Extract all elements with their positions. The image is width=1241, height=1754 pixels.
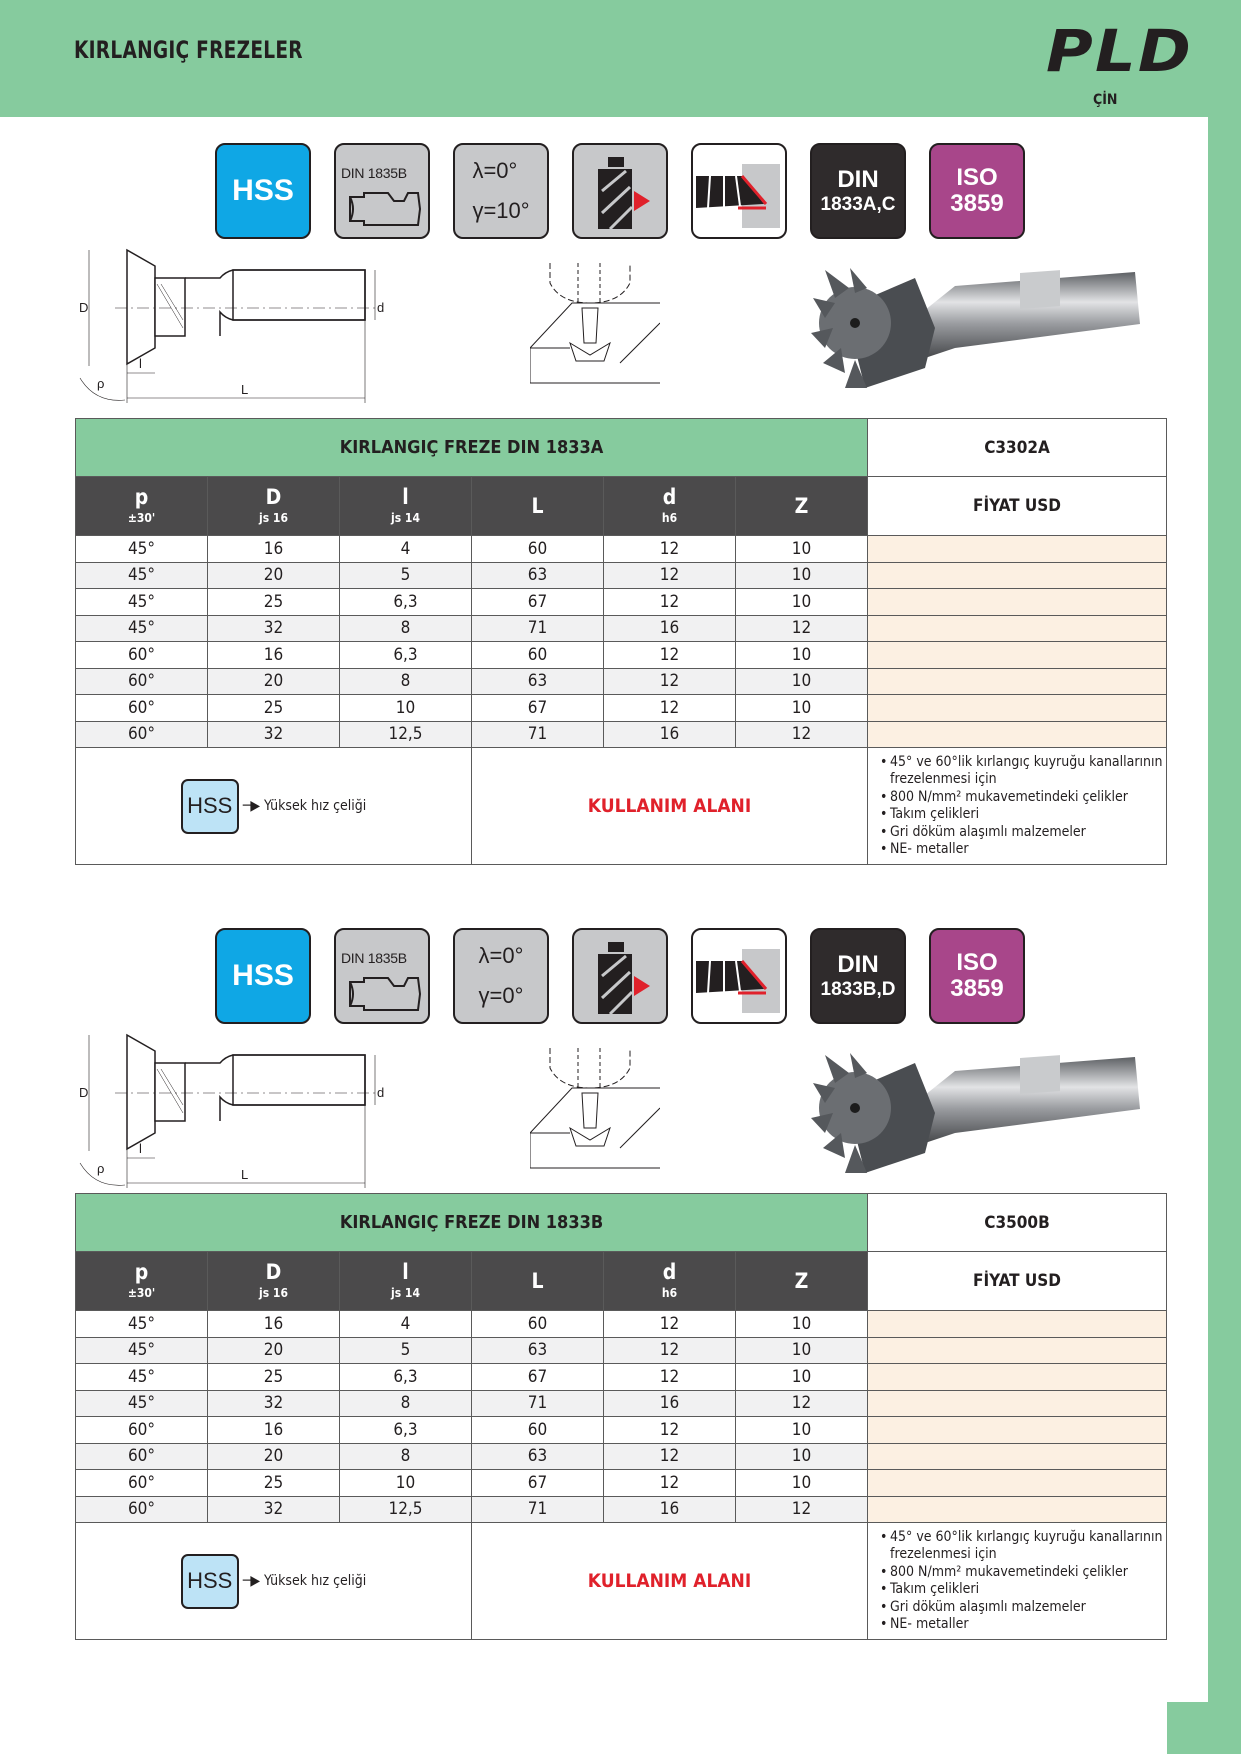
gamma-angle: γ=0° <box>478 983 524 1008</box>
table-row <box>76 1311 1167 1338</box>
usage-list <box>868 754 1166 859</box>
price-cell <box>868 1417 1167 1444</box>
table-title: KIRLANGIÇ FREZE DIN 1833B <box>76 1194 868 1252</box>
table-row <box>76 1390 1167 1417</box>
table-cell: 71 <box>472 1390 604 1417</box>
table-cell: 10 <box>736 1443 868 1470</box>
table-cell: 12 <box>736 1496 868 1523</box>
table-cell: 16 <box>208 1417 340 1444</box>
table-cell: 71 <box>472 615 604 642</box>
cutter-rotation-icon <box>572 143 668 239</box>
table-cell: 60° <box>76 1496 208 1523</box>
table-cell: 63 <box>472 1443 604 1470</box>
table-cell: 63 <box>472 668 604 695</box>
table-cell: 10 <box>736 668 868 695</box>
table-row <box>76 695 1167 722</box>
usage-item: • NE- metaller <box>880 1616 1166 1634</box>
table-cell: 16 <box>208 1311 340 1338</box>
usage-list-cell <box>868 1523 1167 1640</box>
din-label: DIN <box>837 951 879 978</box>
hss-description: Yüksek hız çeliği <box>264 798 367 814</box>
din-number: 1833A,C <box>820 194 896 215</box>
table-cell: 60° <box>76 1470 208 1497</box>
table-cell: 20 <box>208 1337 340 1364</box>
table-row <box>76 536 1167 563</box>
table-cell: 25 <box>208 1364 340 1391</box>
shank-shape-icon <box>344 189 424 229</box>
hss-label: HSS <box>232 959 294 992</box>
table-cell: 60° <box>76 695 208 722</box>
table-cell: 16 <box>208 642 340 669</box>
product-code: C3302A <box>868 419 1167 477</box>
price-cell <box>868 668 1167 695</box>
table-cell: 10 <box>736 642 868 669</box>
product-photo <box>805 1033 1145 1203</box>
column-headers <box>76 1252 1167 1311</box>
iso-label: ISO <box>956 163 998 191</box>
hss-legend-box: HSS <box>181 779 239 834</box>
table-cell: 5 <box>340 562 472 589</box>
table-cell: 12 <box>604 1337 736 1364</box>
table-cell: 60 <box>472 642 604 669</box>
table-cell: 10 <box>736 1364 868 1391</box>
table-cell: 12 <box>604 668 736 695</box>
table-row <box>76 1364 1167 1391</box>
table-cell: 32 <box>208 615 340 642</box>
feature-icons <box>215 928 1025 1024</box>
gamma-angle: γ=10° <box>472 198 530 223</box>
l-label: l <box>139 356 142 371</box>
table-cell: 6,3 <box>340 642 472 669</box>
end-mill-icon <box>580 936 660 1016</box>
hss-material-icon <box>215 928 311 1024</box>
table-cell: 16 <box>604 615 736 642</box>
col-header-D: D js 16 <box>208 1252 340 1311</box>
product-photo <box>805 248 1145 418</box>
lambda-angle: λ=0° <box>472 158 518 184</box>
table-cell: 12 <box>604 695 736 722</box>
table-cell: 12,5 <box>340 721 472 748</box>
table-cell: 25 <box>208 589 340 616</box>
usage-item: • 800 N/mm² mukavemetindeki çelikler <box>880 789 1166 807</box>
brand-logo: PLD <box>1046 17 1193 85</box>
table-cell: 10 <box>736 589 868 616</box>
table-cell: 45° <box>76 589 208 616</box>
col-header-l: l js 14 <box>340 477 472 536</box>
table-cell: 12 <box>736 721 868 748</box>
technical-drawings <box>75 1033 1175 1203</box>
table-cell: 16 <box>604 1496 736 1523</box>
shank-shape-icon <box>344 974 424 1014</box>
table-cell: 63 <box>472 1337 604 1364</box>
table-cell: 60° <box>76 1417 208 1444</box>
table-cell: 10 <box>340 1470 472 1497</box>
table-cell: 6,3 <box>340 589 472 616</box>
table-cell: 63 <box>472 562 604 589</box>
usage-area-label: KULLANIM ALANI <box>472 748 868 865</box>
hss-label: HSS <box>232 174 294 207</box>
table-cell: 8 <box>340 615 472 642</box>
table-cell: 12 <box>736 1390 868 1417</box>
table-cell: 10 <box>736 695 868 722</box>
usage-item: • Takım çelikleri <box>880 806 1166 824</box>
table-cell: 10 <box>736 1311 868 1338</box>
arrow-right-icon: ─▶ <box>242 1573 261 1589</box>
table-cell: 6,3 <box>340 1364 472 1391</box>
table-cell: 25 <box>208 695 340 722</box>
price-cell <box>868 695 1167 722</box>
table-cell: 8 <box>340 1443 472 1470</box>
table-cell: 12,5 <box>340 1496 472 1523</box>
cutting-direction-icon <box>691 928 787 1024</box>
L-label: L <box>241 1167 249 1182</box>
table-cell: 10 <box>736 562 868 589</box>
table-cell: 60° <box>76 721 208 748</box>
table-cell: 5 <box>340 1337 472 1364</box>
usage-item: • 45° ve 60°lik kırlangıç kuyruğu kanallarının frezelenmesi için <box>880 1529 1166 1564</box>
usage-item: • Takım çelikleri <box>880 1581 1166 1599</box>
table-cell: 16 <box>604 721 736 748</box>
table-row <box>76 1470 1167 1497</box>
col-header-D: D js 16 <box>208 477 340 536</box>
din-standard-icon <box>810 143 906 239</box>
table-cell: 16 <box>604 1390 736 1417</box>
table-cell: 71 <box>472 721 604 748</box>
col-header-price: FİYAT USD <box>868 477 1167 536</box>
table-cell: 10 <box>736 536 868 563</box>
table-row <box>76 668 1167 695</box>
cutting-direction-icon <box>691 143 787 239</box>
dimension-drawing <box>75 248 395 418</box>
iso-standard-icon <box>929 143 1025 239</box>
table-cell: 10 <box>340 695 472 722</box>
table-cell: 12 <box>604 1311 736 1338</box>
hss-material-icon <box>215 143 311 239</box>
table-cell: 10 <box>736 1470 868 1497</box>
din-label: DIN <box>837 166 879 193</box>
table-cell: 8 <box>340 1390 472 1417</box>
feature-icons <box>215 143 1025 239</box>
table-cell: 20 <box>208 562 340 589</box>
product-code: C3500B <box>868 1194 1167 1252</box>
rho-label: ρ <box>97 376 105 391</box>
table-cell: 67 <box>472 589 604 616</box>
cutting-angles-icon <box>453 143 549 239</box>
table-cell: 12 <box>604 562 736 589</box>
iso-standard-icon <box>929 928 1025 1024</box>
price-cell <box>868 642 1167 669</box>
milling-edge-icon <box>694 931 784 1021</box>
table-cell: 10 <box>736 1337 868 1364</box>
usage-list <box>868 1529 1166 1634</box>
table-cell: 10 <box>736 1417 868 1444</box>
application-sketch <box>530 1048 660 1188</box>
col-header-Z: Z <box>736 1252 868 1311</box>
price-cell <box>868 1496 1167 1523</box>
brand-country: ÇİN <box>1093 92 1118 108</box>
price-cell <box>868 1311 1167 1338</box>
shank-standard-label: DIN 1835B <box>341 950 407 966</box>
col-header-L: L <box>472 477 604 536</box>
d-label: d <box>377 300 385 315</box>
table-cell: 12 <box>604 1417 736 1444</box>
table-cell: 20 <box>208 668 340 695</box>
cutter-rotation-icon <box>572 928 668 1024</box>
usage-area-label: KULLANIM ALANI <box>472 1523 868 1640</box>
col-header-d: d h6 <box>604 477 736 536</box>
l-label: l <box>139 1141 142 1156</box>
table-cell: 8 <box>340 668 472 695</box>
table-row <box>76 1417 1167 1444</box>
technical-drawings <box>75 248 1175 418</box>
usage-item: • NE- metaller <box>880 841 1166 859</box>
price-cell <box>868 721 1167 748</box>
price-cell <box>868 589 1167 616</box>
table-row <box>76 721 1167 748</box>
table-row <box>76 615 1167 642</box>
col-header-Z: Z <box>736 477 868 536</box>
table-cell: 4 <box>340 536 472 563</box>
milling-edge-icon <box>694 146 784 236</box>
col-header-d: d h6 <box>604 1252 736 1311</box>
din-standard-icon <box>810 928 906 1024</box>
usage-item: • Gri döküm alaşımlı malzemeler <box>880 824 1166 842</box>
price-cell <box>868 536 1167 563</box>
table-cell: 16 <box>208 536 340 563</box>
iso-number: 3859 <box>950 190 1004 217</box>
table-cell: 60° <box>76 1443 208 1470</box>
table-cell: 60 <box>472 1311 604 1338</box>
col-header-p: p ±30' <box>76 1252 208 1311</box>
table-cell: 12 <box>604 589 736 616</box>
lambda-angle: λ=0° <box>478 943 524 969</box>
table-cell: 32 <box>208 721 340 748</box>
table-row <box>76 589 1167 616</box>
table-cell: 45° <box>76 1311 208 1338</box>
hss-description: Yüksek hız çeliği <box>264 1573 367 1589</box>
table-cell: 25 <box>208 1470 340 1497</box>
table-cell: 12 <box>604 1364 736 1391</box>
table-cell: 45° <box>76 1337 208 1364</box>
d-label: d <box>377 1085 385 1100</box>
table-cell: 60° <box>76 642 208 669</box>
din-number: 1833B,D <box>820 979 896 1000</box>
table-row <box>76 562 1167 589</box>
table-cell: 6,3 <box>340 1417 472 1444</box>
shank-standard-icon <box>334 143 430 239</box>
iso-label: ISO <box>956 948 998 976</box>
price-cell <box>868 1470 1167 1497</box>
end-mill-icon <box>580 151 660 231</box>
table-cell: 32 <box>208 1390 340 1417</box>
price-cell <box>868 1390 1167 1417</box>
application-sketch <box>530 263 660 403</box>
table-cell: 12 <box>736 615 868 642</box>
column-headers <box>76 477 1167 536</box>
side-band <box>1208 0 1241 1754</box>
col-header-L: L <box>472 1252 604 1311</box>
table-cell: 45° <box>76 536 208 563</box>
table-cell: 60 <box>472 1417 604 1444</box>
table-cell: 20 <box>208 1443 340 1470</box>
table-cell: 4 <box>340 1311 472 1338</box>
iso-number: 3859 <box>950 975 1004 1002</box>
shank-standard-label: DIN 1835B <box>341 165 407 181</box>
usage-item: • 45° ve 60°lik kırlangıç kuyruğu kanallarının frezelenmesi için <box>880 754 1166 789</box>
price-cell <box>868 562 1167 589</box>
arrow-right-icon: ─▶ <box>242 798 261 814</box>
price-cell <box>868 1337 1167 1364</box>
table-cell: 45° <box>76 1364 208 1391</box>
usage-list-cell <box>868 748 1167 865</box>
table-cell: 45° <box>76 1390 208 1417</box>
D-label: D <box>79 300 89 315</box>
table-row <box>76 642 1167 669</box>
table-cell: 71 <box>472 1496 604 1523</box>
hss-legend-cell <box>76 1523 472 1640</box>
table-cell: 12 <box>604 1443 736 1470</box>
table-cell: 60 <box>472 536 604 563</box>
spec-table-1833b <box>75 1193 1167 1640</box>
table-cell: 12 <box>604 1470 736 1497</box>
table-cell: 67 <box>472 695 604 722</box>
rho-label: ρ <box>97 1161 105 1176</box>
col-header-price: FİYAT USD <box>868 1252 1167 1311</box>
table-cell: 67 <box>472 1364 604 1391</box>
table-title: KIRLANGIÇ FREZE DIN 1833A <box>76 419 868 477</box>
price-cell <box>868 1443 1167 1470</box>
table-cell: 32 <box>208 1496 340 1523</box>
dimension-drawing <box>75 1033 395 1203</box>
table-cell: 12 <box>604 642 736 669</box>
col-header-p: p ±30' <box>76 477 208 536</box>
hss-legend-cell <box>76 748 472 865</box>
table-cell: 45° <box>76 615 208 642</box>
table-row <box>76 1443 1167 1470</box>
cutting-angles-icon <box>453 928 549 1024</box>
usage-item: • Gri döküm alaşımlı malzemeler <box>880 1599 1166 1617</box>
shank-standard-icon <box>334 928 430 1024</box>
spec-table-1833a <box>75 418 1167 865</box>
page-title: KIRLANGIÇ FREZELER <box>74 36 303 64</box>
table-row <box>76 1337 1167 1364</box>
table-cell: 67 <box>472 1470 604 1497</box>
col-header-l: l js 14 <box>340 1252 472 1311</box>
table-row <box>76 1496 1167 1523</box>
usage-item: • 800 N/mm² mukavemetindeki çelikler <box>880 1564 1166 1582</box>
corner-block <box>1167 1702 1241 1754</box>
table-cell: 45° <box>76 562 208 589</box>
D-label: D <box>79 1085 89 1100</box>
table-cell: 60° <box>76 668 208 695</box>
L-label: L <box>241 382 249 397</box>
price-cell <box>868 615 1167 642</box>
hss-legend-box: HSS <box>181 1554 239 1609</box>
price-cell <box>868 1364 1167 1391</box>
table-cell: 12 <box>604 536 736 563</box>
